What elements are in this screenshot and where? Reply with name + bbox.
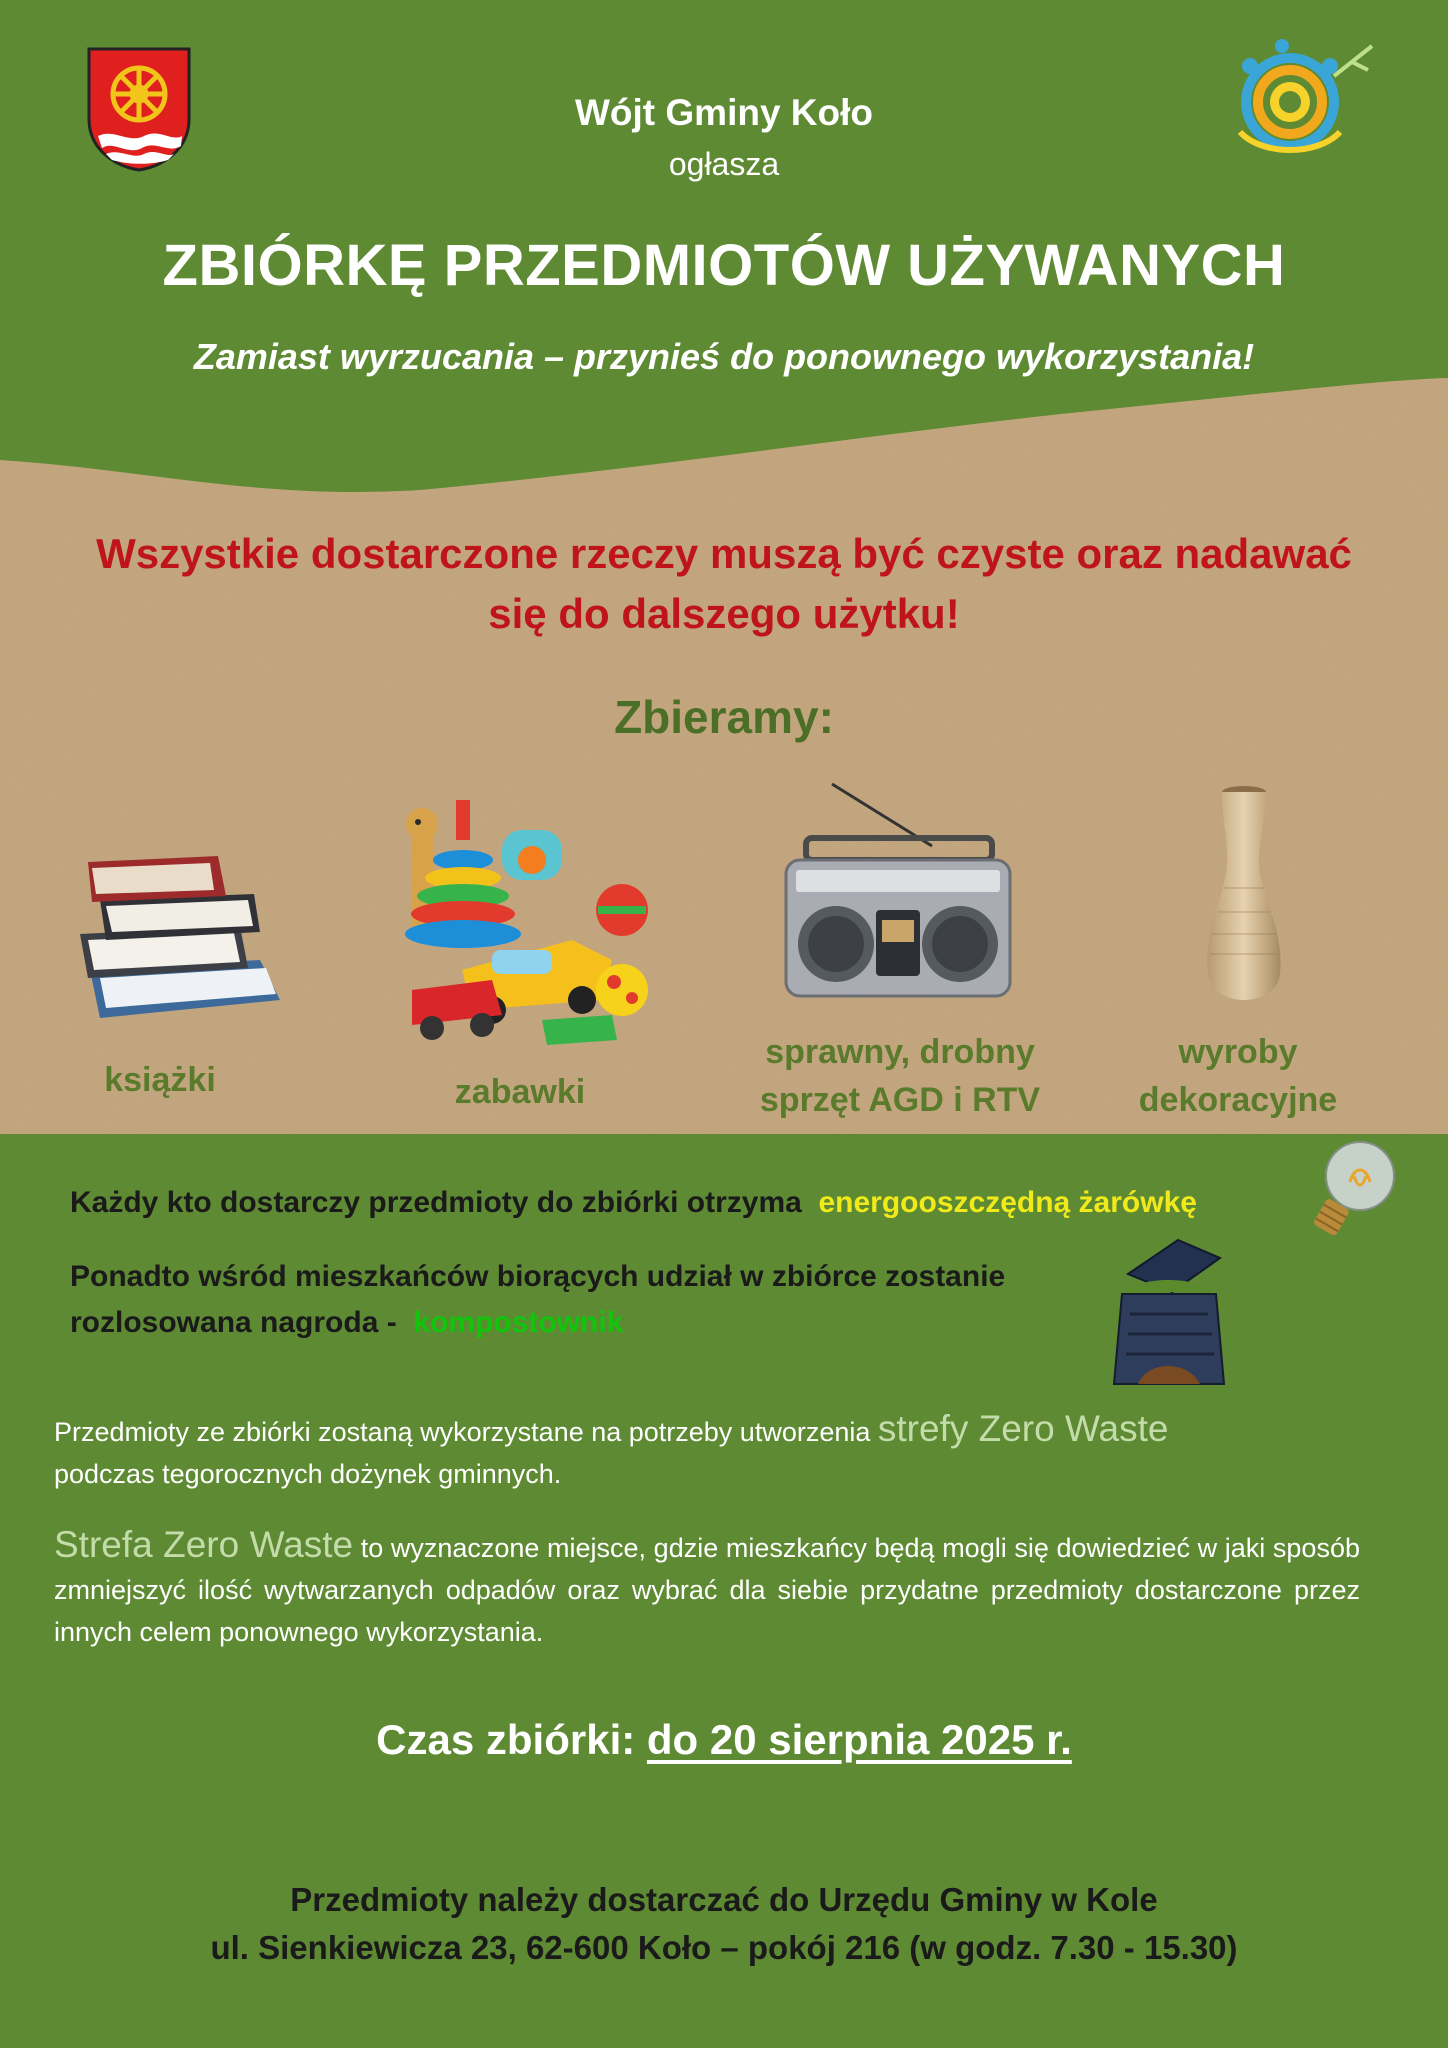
poster-subtitle: Zamiast wyrzucania – przynieś do ponownego wykorzystania!	[193, 336, 1255, 377]
poster-title: ZBIÓRKĘ PRZEDMIOTÓW UŻYWANYCH	[162, 233, 1286, 298]
category-label-books: książki	[104, 1061, 216, 1099]
coat-of-arms-icon	[84, 44, 194, 174]
deadline-date: do 20 sierpnia 2025 r.	[646, 1716, 1072, 1763]
gmina-logo-icon	[1222, 36, 1382, 176]
zero-waste-purpose: Przedmioty ze zbiórki zostaną wykorzystane na potrzeby utworzenia strefy Zero Waste podczas tegorocznych dożynek gminnych.	[54, 1408, 1169, 1489]
category-label-decorations: wyroby dekoracyjne	[1138, 1033, 1338, 1119]
radio-icon	[782, 780, 1014, 1000]
collection-deadline: Czas zbiórki: do 20 sierpnia 2025 r.	[376, 1716, 1072, 1763]
announces-label: ogłasza	[668, 146, 780, 182]
reward-highlight: energooszczędną żarówkę	[818, 1186, 1197, 1219]
toys-icon	[382, 800, 662, 1050]
books-icon	[70, 850, 295, 1030]
vase-icon	[1198, 784, 1288, 1004]
zero-waste-description: Strefa Zero Waste to wyznaczone miejsce, gdzie mieszkańcy będą mogli się dowiedzieć w jaki sposób zmniejszyć ilość wytwarzanych odpadów oraz wybrać dla siebie przydatne przedmioty dostarczone przez innych celem ponownego wykorzystania.	[54, 1524, 1360, 1647]
prize-highlight: kompostownik	[413, 1306, 624, 1339]
cleanliness-warning-line2: się do dalszego użytku!	[488, 590, 960, 637]
issuer-title: Wójt Gminy Koło	[574, 92, 874, 133]
composter-icon	[1108, 1234, 1230, 1396]
drop-off-address: Przedmioty należy dostarczać do Urzędu Gminy w Kole ul. Sienkiewicza 23, 62-600 Koło – pokój 216 (w godz. 7.30 - 15.30)	[210, 1881, 1238, 1966]
zero-waste-zone-accent: strefy Zero Waste	[877, 1408, 1169, 1449]
zero-waste-zone-name: Strefa Zero Waste	[54, 1524, 354, 1565]
light-bulb-icon	[1302, 1136, 1400, 1240]
reward-info: Każdy kto dostarczy przedmioty do zbiórki otrzyma energooszczędną żarówkę	[70, 1186, 1197, 1219]
category-label-appliances: sprawny, drobny sprzęt AGD i RTV	[759, 1033, 1041, 1119]
prize-info: Ponadto wśród mieszkańców biorących udział w zbiórce zostanie rozlosowana nagroda - kompostownik	[70, 1260, 1006, 1339]
collected-items-heading: Zbieramy:	[614, 691, 834, 743]
category-label-toys: zabawki	[454, 1073, 586, 1111]
cleanliness-warning-line1: Wszystkie dostarczone rzeczy muszą być czyste oraz nadawać	[96, 530, 1352, 577]
